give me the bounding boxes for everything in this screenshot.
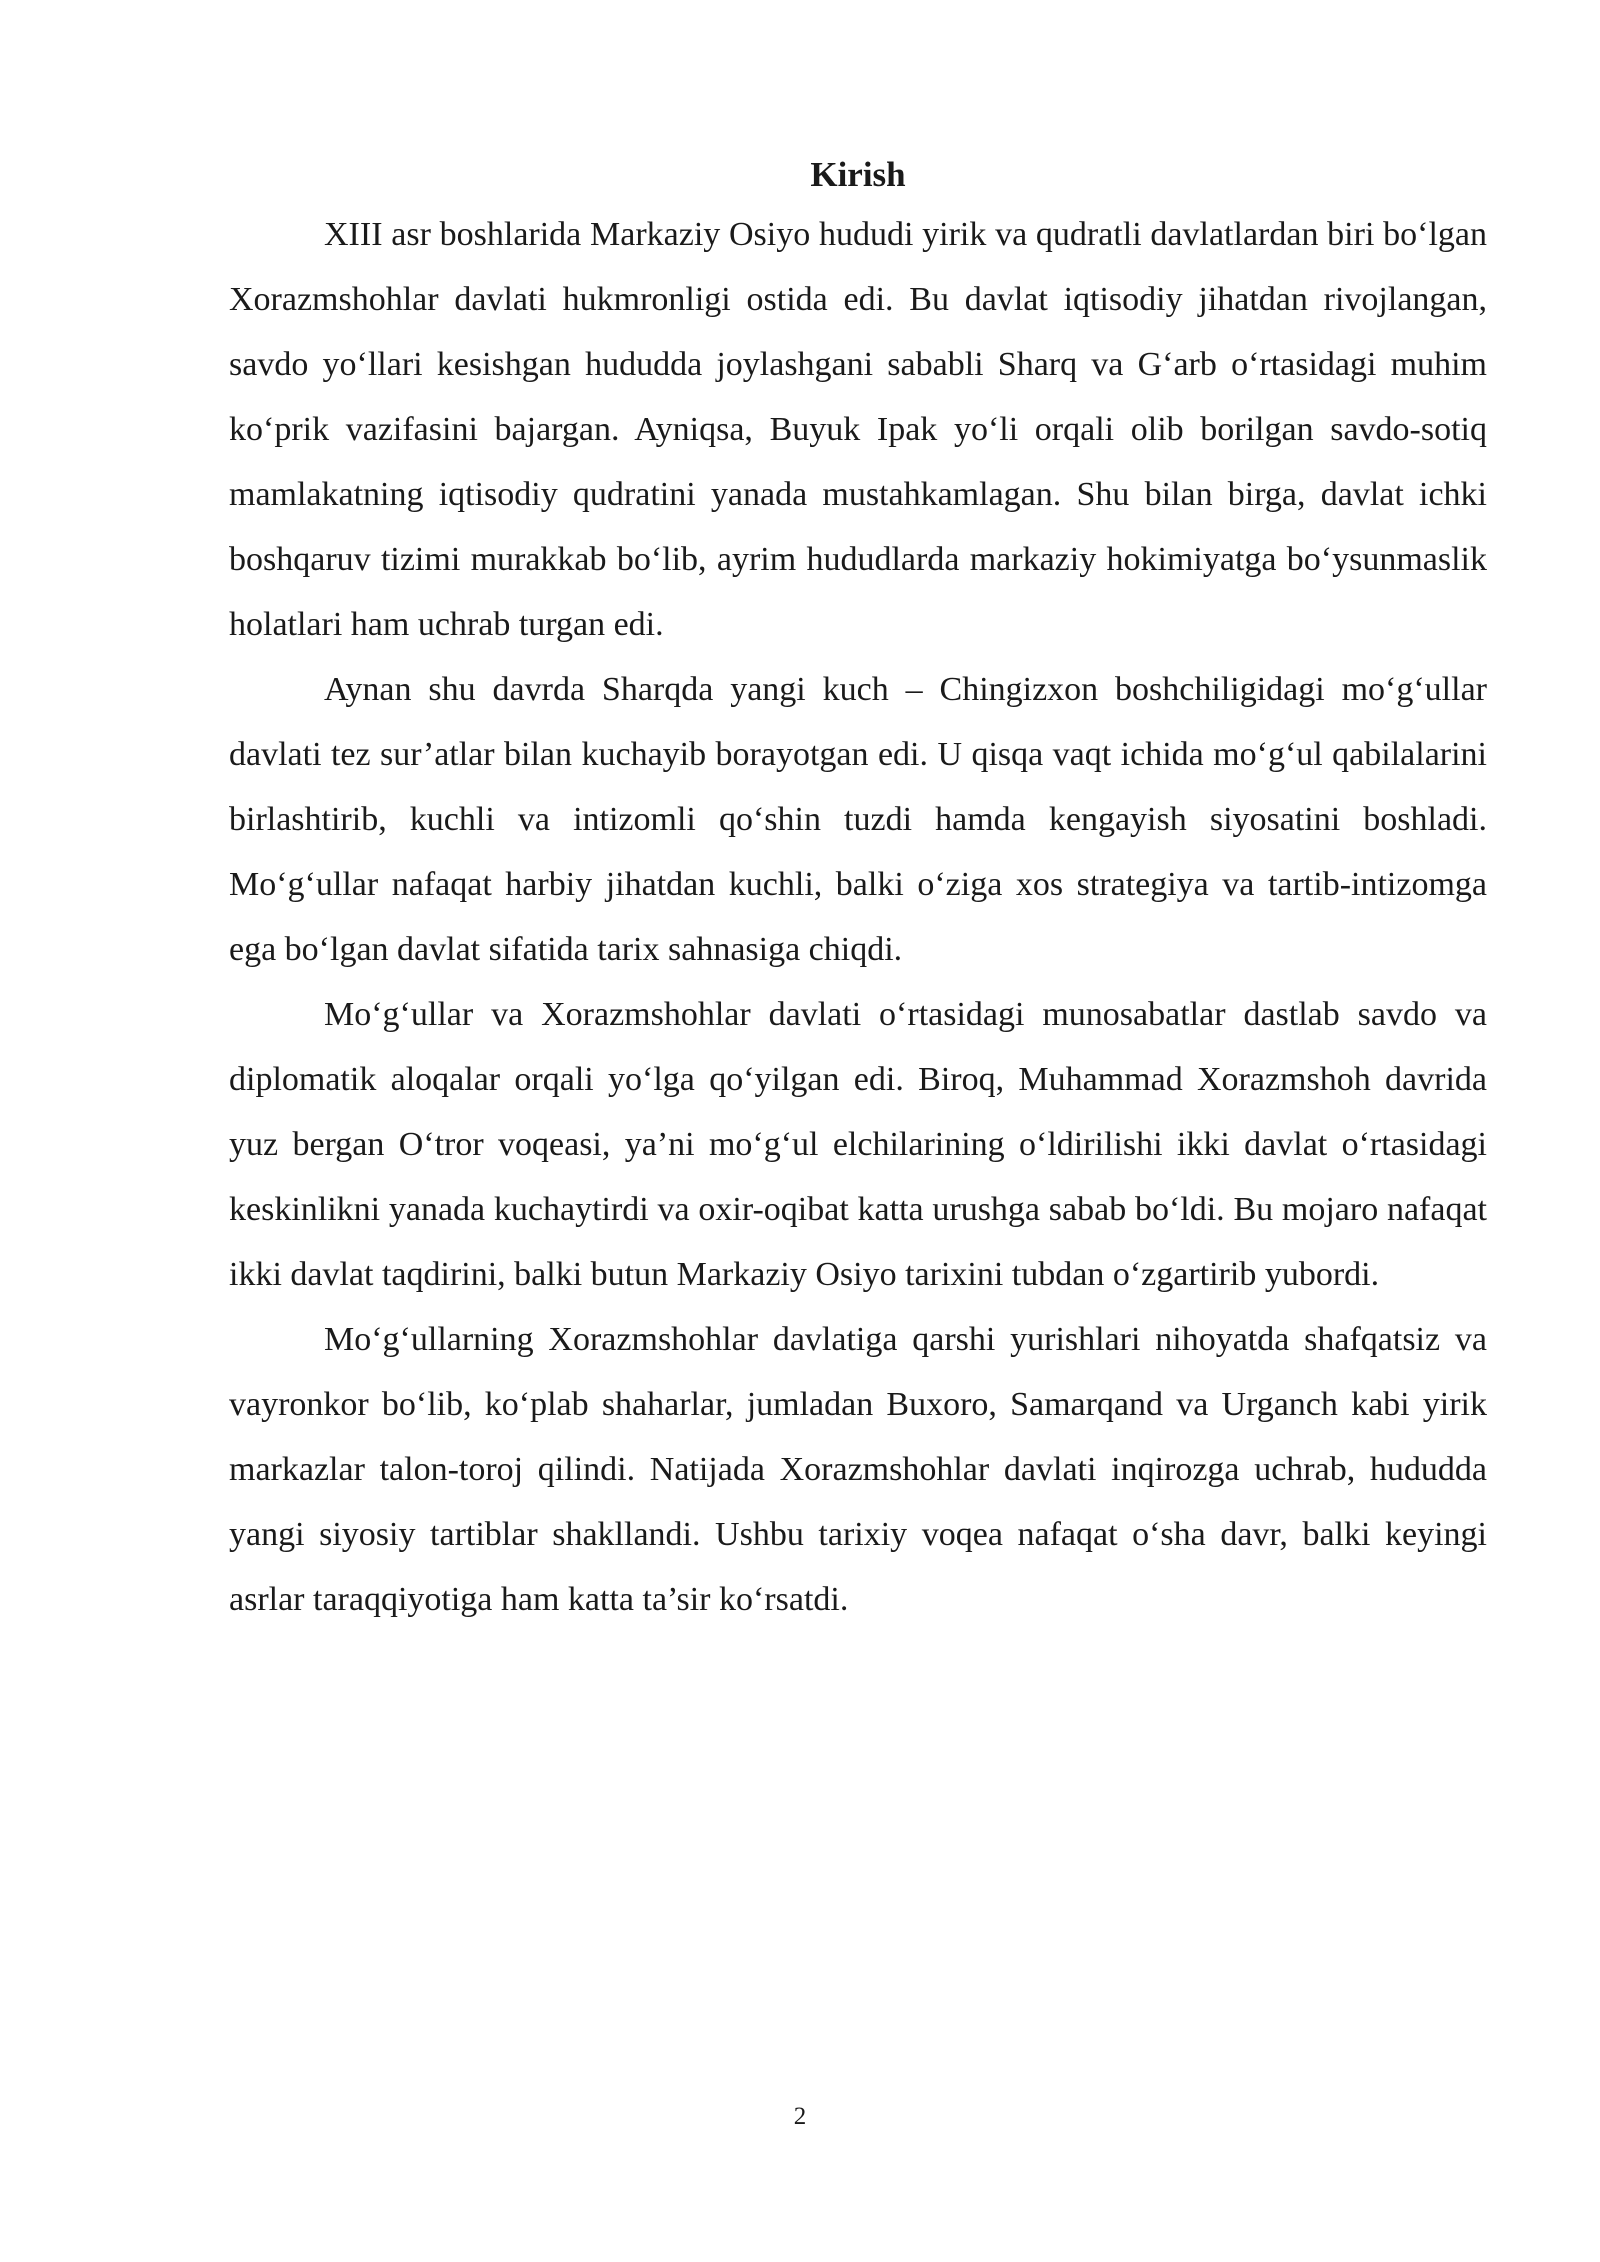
page-number: 2 (793, 2103, 807, 2130)
paragraph-3: Mo‘g‘ullar va Xorazmshohlar davlati o‘rtasidagi munosabatlar dastlab savdo va diplomatik aloqalar orqali yo‘lga qo‘yilgan edi. Biroq, Muhammad Xorazmshoh davrida yuz bergan O‘tror voqeasi, ya’ni mo‘g‘ul elchilarining o‘ldirilishi ikki davlat o‘rtasidagi keskinlikni yanada kuchaytirdi va oxir-oqibat katta urushga sabab bo‘ldi. Bu mojaro nafaqat ikki davlat taqdirini, balki butun Markaziy Osiyo tarixini tubdan o‘zgartirib yubordi. (229, 996, 1487, 1293)
paragraph-2: Aynan shu davrda Sharqda yangi kuch – Chingizxon boshchiligidagi mo‘g‘ullar davlati tez sur’atlar bilan kuchayib borayotgan edi. U qisqa vaqt ichida mo‘g‘ul qabilalarini birlashtirib, kuchli va intizomli qo‘shin tuzdi hamda kengayish siyosatini boshladi. Mo‘g‘ullar nafaqat harbiy jihatdan kuchli, balki o‘ziga xos strategiya va tartib-intizomga ega bo‘lgan davlat sifatida tarix sahnasiga chiqdi. (229, 671, 1487, 968)
paragraph-4: Mo‘g‘ullarning Xorazmshohlar davlatiga qarshi yurishlari nihoyatda shafqatsiz va vayronkor bo‘lib, ko‘plab shaharlar, jumladan Buxoro, Samarqand va Urganch kabi yirik markazlar talon-toroj qilindi. Natijada Xorazmshohlar davlati inqirozga uchrab, hududda yangi siyosiy tartiblar shakllandi. Ushbu tarixiy voqea nafaqat o‘sha davr, balki keyingi asrlar taraqqiyotiga ham katta ta’sir ko‘rsatdi. (229, 1321, 1487, 1618)
section-title: Kirish (810, 155, 906, 194)
paragraph-1: XIII asr boshlarida Markaziy Osiyo hududi yirik va qudratli davlatlardan biri bo‘lgan Xorazmshohlar davlati hukmronligi ostida edi. Bu davlat iqtisodiy jihatdan rivojlangan, savdo yo‘llari kesishgan hududda joylashgani sababli Sharq va G‘arb o‘rtasidagi muhim ko‘prik vazifasini bajargan. Ayniqsa, Buyuk Ipak yo‘li orqali olib borilgan savdo-sotiq mamlakatning iqtisodiy qudratini yanada mustahkamlagan. Shu bilan birga, davlat ichki boshqaruv tizimi murakkab bo‘lib, ayrim hududlarda markaziy hokimiyatga bo‘ysunmaslik holatlari ham uchrab turgan edi. (229, 216, 1487, 643)
page-content (229, 148, 1487, 1632)
